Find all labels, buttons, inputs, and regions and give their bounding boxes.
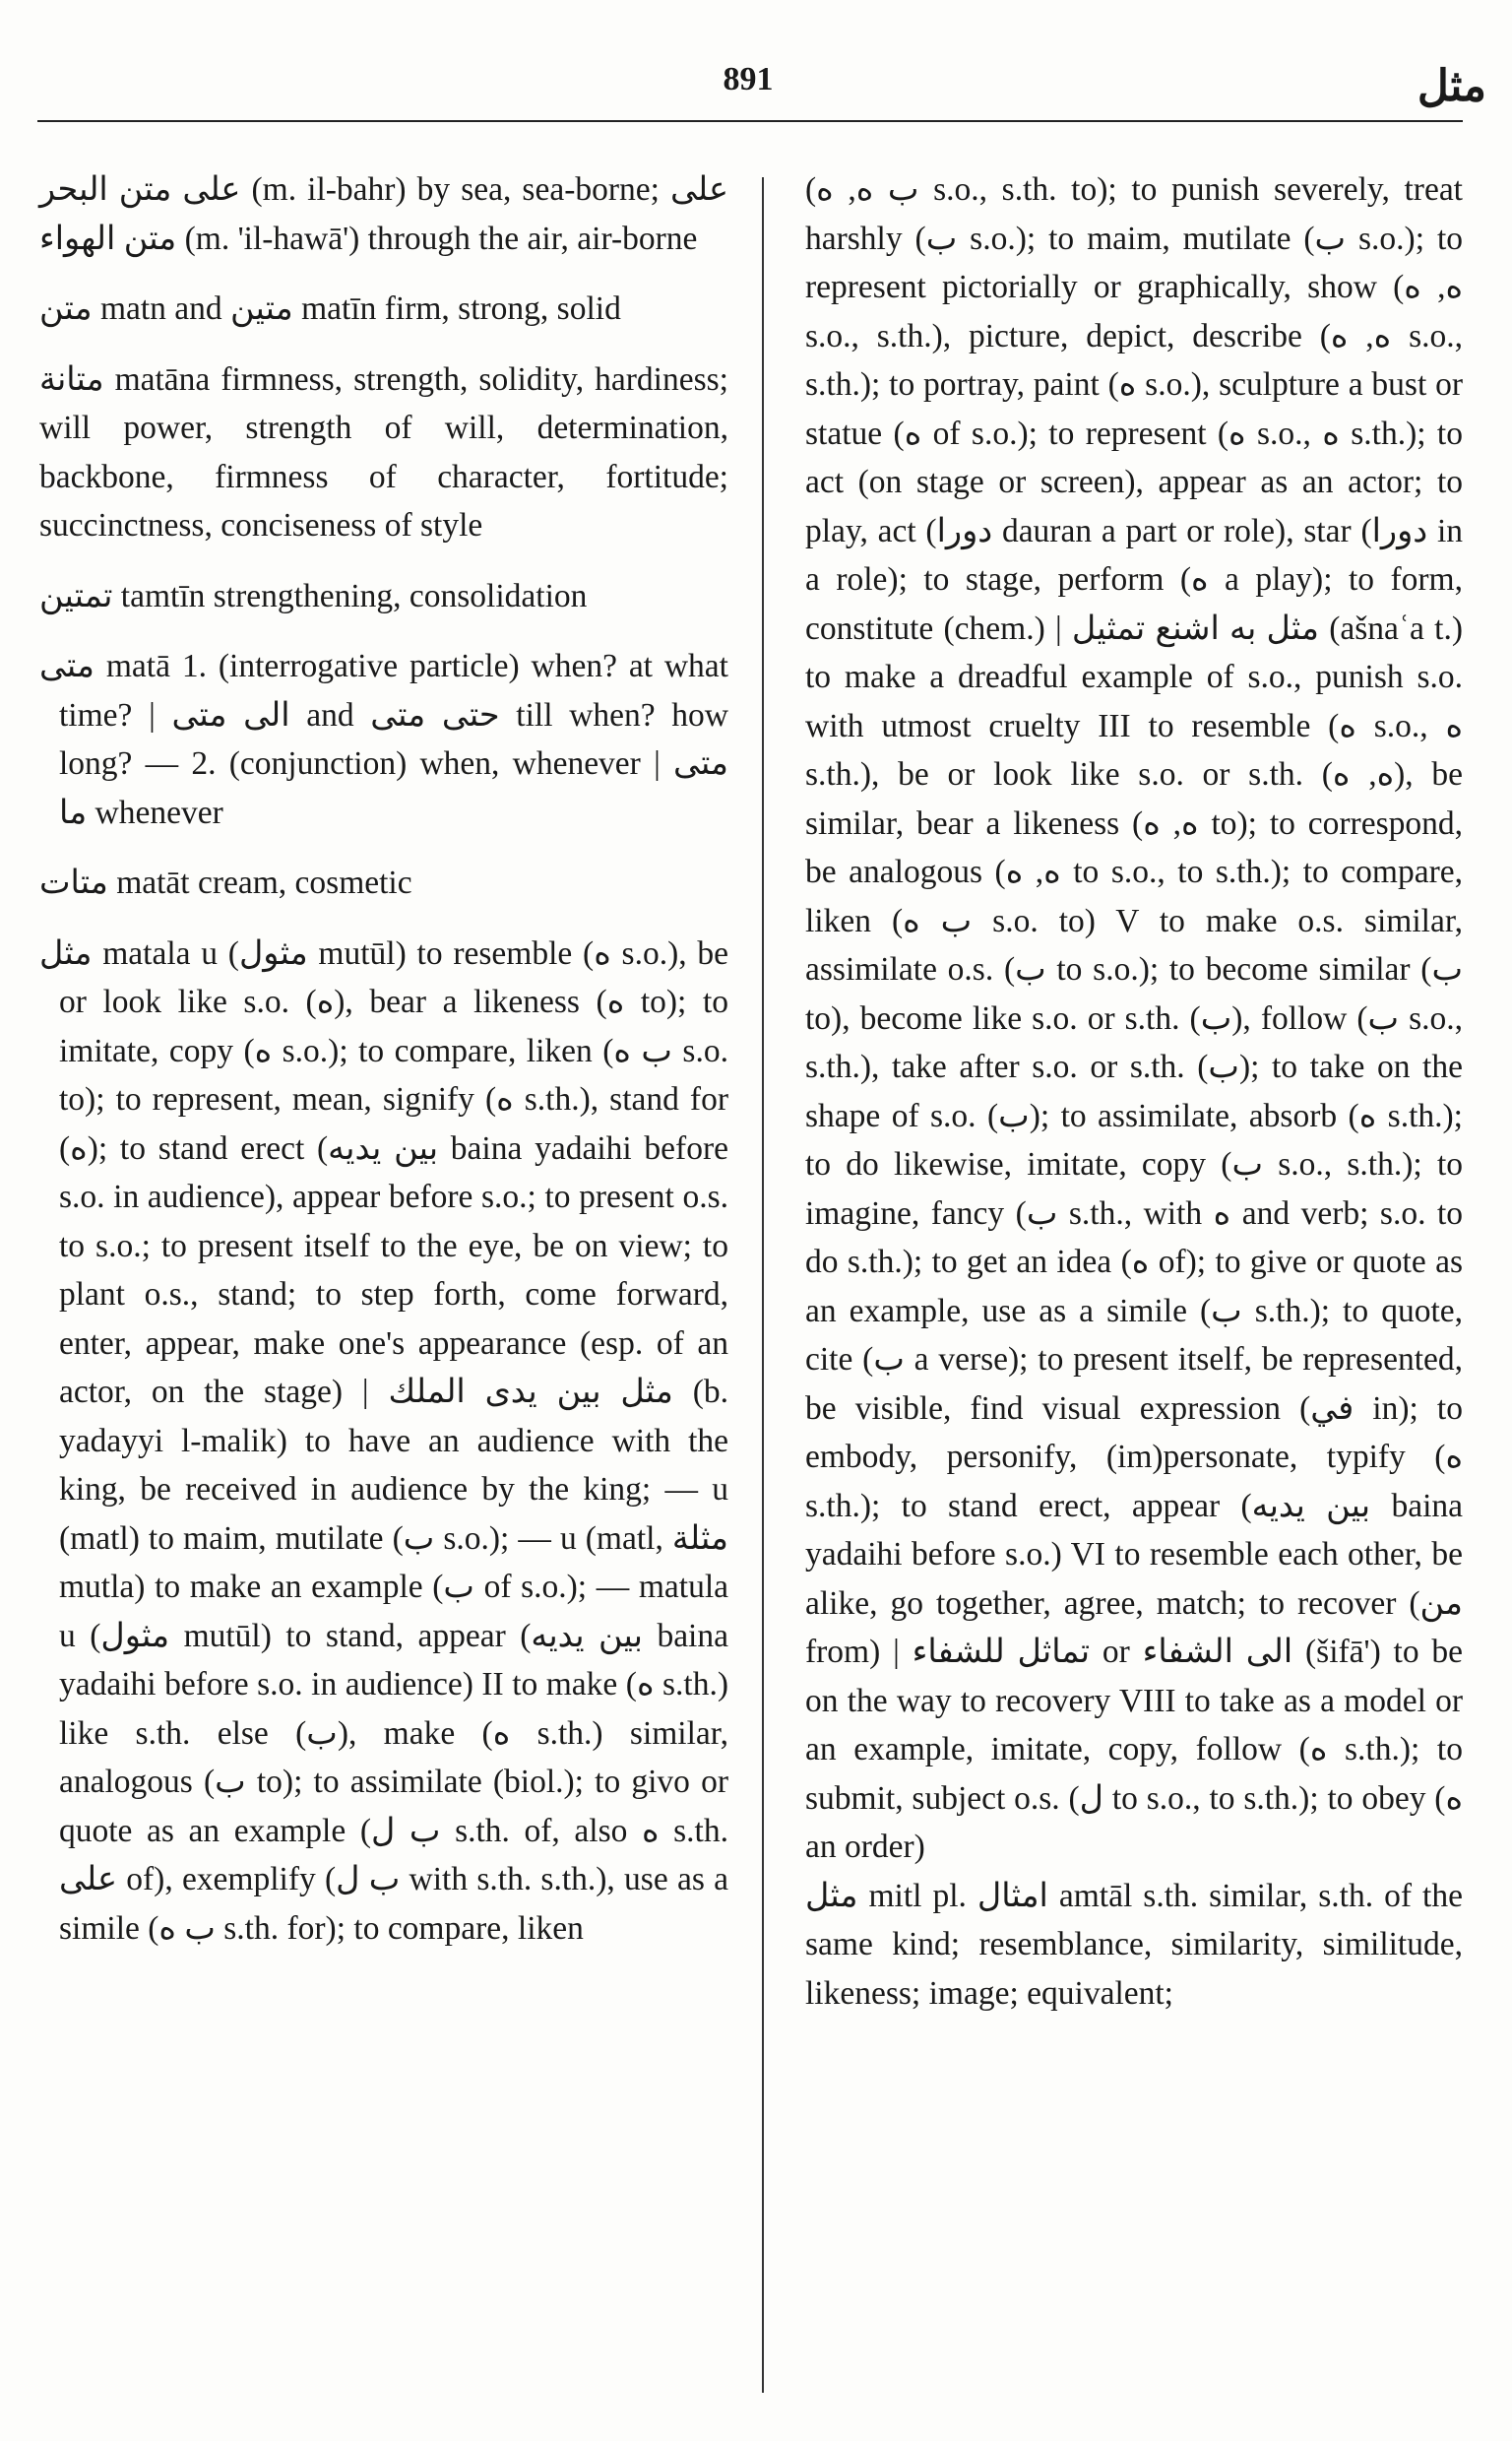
entry-mata: متى matā 1. (interrogative particle) when? at what time? | الى متى and حتى متى till when? how long? — 2. (conjunction) when, whenever | متى ما whenever	[39, 648, 728, 831]
entry-matala-continued: (ب ه, ه s.o., s.th. to); to punish severely, treat harshly (ب s.o.); to maim, mutilate (ب s.o.); to represent pictorially or graphically, show (ه, ه s.o., s.th.), picture, depict, describe (ه, ه s.o., s.th.); to portray, paint (ه s.o.), sculpture a bust or statue (ه of s.o.); to represent (ه s.o., ه s.th.); to act (on stage or screen), appear as an actor; to play, act (دورا dauran a part or role), star (دورا in a role); to stage, perform (ه a play); to form, constitute (chem.) | مثل به اشنع تمثيل (ašnaʿa t.) to make a dreadful example of s.o., punish s.o. with utmost cruelty III to resemble (ه s.o., ه s.th.), be or look like s.o. or s.th. (ه, ه), be similar, bear a likeness (ه, ه to); to correspond, be analogous (ه, ه to s.o., to s.th.); to compare, liken (ب ه s.o. to) V to make o.s. similar, assimilate o.s. (ب to s.o.); to become similar (ب to), become like s.o. or s.th. (ب), follow (ب s.o., s.th.), take after s.o. or s.th. (ب); to take on the shape of s.o. (ب); to assimilate, absorb (ه s.th.); to do likewise, imitate, copy (ب s.o., s.th.); to imagine, fancy (ب s.th., with ه and verb; s.o. to do s.th.); to get an idea (ه of); to give or quote as an example, use as a simile (ب s.th.); to quote, cite (ب a verse); to present itself, be represented, be visible, find visual expression (في in); to embody, personify, (im)personate, typify (ه s.th.); to stand erect, appear (بين يديه baina yadaihi before s.o.) VI to resemble each other, be alike, go together, agree, match; to recover (من from) | تماثل للشفاء or الى الشفاء (šifā') to be on the way to recovery VIII to take as a model or an example, imitate, copy, follow (ه s.th.); to submit, subject o.s. (ل to s.o., to s.th.); to obey (ه an order)	[805, 171, 1464, 1865]
column-divider	[762, 177, 764, 2393]
running-head: مثل	[1417, 62, 1486, 110]
entry-matn: متن matn and متين matīn firm, strong, solid	[39, 290, 621, 327]
entry-ala-matn: على متن البحر (m. il-bahr) by sea, sea-borne; على متن الهواء (m. 'il-hawā') through the air, air-borne	[39, 171, 729, 257]
entry-matana: متانة matāna firmness, strength, solidity, hardiness; will power, strength of will, determination, backbone, firmness of character, fortitude; succinctness, conciseness of style	[39, 360, 728, 544]
header-rule	[37, 120, 1463, 122]
left-column	[39, 165, 728, 1974]
entry-matat: متات matāt cream, cosmetic	[39, 865, 412, 901]
page-number: 891	[723, 61, 774, 97]
entry-mitl: مثل mitl pl. امثال amtāl s.th. similar, s.th. of the same kind; resemblance, similarity, similitude, likeness; image; equivalent;	[805, 1877, 1463, 2012]
entry-tamtin: تمتين tamtīn strengthening, consolidation	[39, 577, 588, 614]
right-column	[805, 165, 1463, 2039]
entry-matala: مثل matala u (مثول mutūl) to resemble (ه s.o.), be or look like s.o. (ه), bear a likeness (ه to); to imitate, copy (ه s.o.); to compare, liken (ب ه s.o. to); to represent, mean, signify (ه s.th.), stand for (ه); to stand erect (بين يديه baina yadaihi before s.o. in audience), appear before s.o.; to present o.s. to s.o.; to present itself to the eye, be on view; to plant o.s., stand; to step forth, come forward, enter, appear, make one's appearance (esp. of an actor, on the stage) | مثل بين يدى الملك (b. yadayyi l-malik) to have an audience with the king, be received in audience by the king; — u (matl) to maim, mutilate (ب s.o.); — u (matl, مثلة mutla) to make an example (ب of s.o.); — matula u (مثول mutūl) to stand, appear (بين يديه baina yadaihi before s.o. in audience) II to make (ه s.th.) like s.th. else (ب), make (ه s.th.) similar, analogous (ب to); to assimilate (biol.); to givo or quote as an example (ب ل s.th. of, also ه s.th. على of), exemplify (ب ل with s.th. s.th.), use as a simile (ب ه s.th. for); to compare, liken	[39, 934, 728, 1947]
